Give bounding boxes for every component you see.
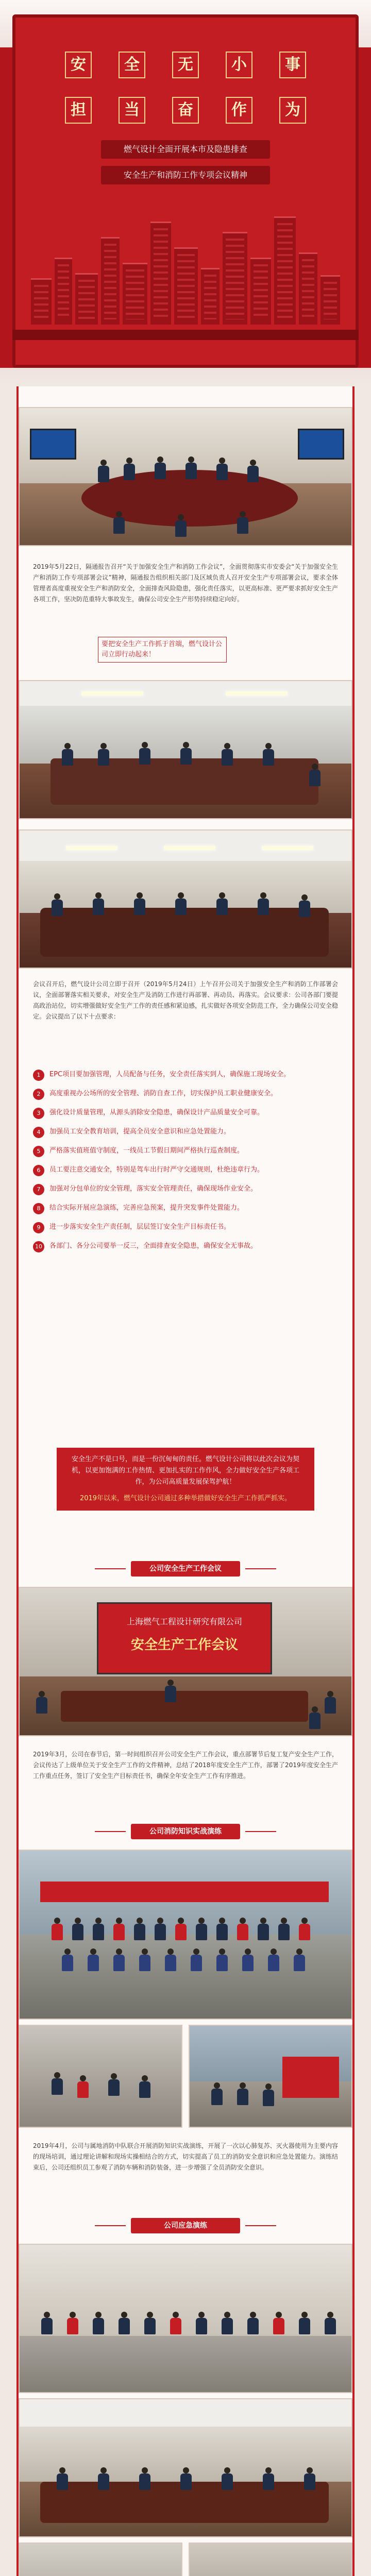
- title-char: 全: [119, 52, 145, 78]
- screen-title: 上海燃气工程设计研究有限公司: [126, 1617, 242, 1626]
- list-item: 9 进一步落实安全生产责任制，层层签订安全生产目标责任书。: [33, 1222, 338, 1233]
- number-badge: 7: [33, 1184, 44, 1195]
- meeting-photo-1: [19, 407, 352, 546]
- section-2-photo-group: [19, 1850, 352, 2020]
- header-banner: [0, 0, 371, 386]
- callout-text: 安全生产不是口号，而是一份沉甸甸的责任。燃气设计公司将以此次会议为契机，以更加饱满的工作热情、更加扎实的工作作风，全力做好安全生产各项工作，为公司高质量发展保驾护航！: [71, 1455, 299, 1486]
- title-char: 奋: [172, 97, 199, 124]
- list-item: 8 结合实际开展应急演练，完善应急预案，提升突发事件处置能力。: [33, 1202, 338, 1214]
- callout-highlight: 2019年以来，燃气设计公司通过多种举措做好安全生产工作抓严抓实。: [79, 1495, 292, 1502]
- title-line-1: [0, 52, 371, 78]
- title-char: 当: [119, 97, 145, 124]
- title-char: 安: [65, 52, 92, 78]
- section-3-photo-1: [19, 2244, 352, 2393]
- number-badge: 5: [33, 1146, 44, 1157]
- subtitle-1: 燃气设计全面开展本市及隐患排查: [101, 140, 270, 159]
- number-badge: 8: [33, 1203, 44, 1214]
- section-2-photo-b: [189, 2025, 352, 2128]
- intro-paragraph-2: 会议召开后，燃气设计公司立即于召开（2019年5月24日）上午召开公司关于加强安全生产和消防工作部署会议，全面部署落实相关要求，对安全生产及消防工作进行再部署、再动员、再落实。会议要求：公司各部门要提高政治站位，切实增强做好安全生产工作的责任感和紧迫感，扎实做好各项安全防范工作，全力确保公司安全稳定。会议提出了以下十点要求：: [33, 980, 338, 1020]
- section-3-photo-3: [19, 2543, 182, 2576]
- section-1-paragraph: 2019年3月，公司在春节后，第一时间组织召开公司安全生产工作会议，重点部署节后复工复产安全生产工作，会议传达了上级单位关于安全生产工作的文件精神，总结了2018年度安全生产工作，部署了2019年度安全生产工作重点任务，签订了安全生产目标责任书，确保全年安全生产工作有序推进。: [33, 1751, 338, 1780]
- skyline-ground: [12, 330, 359, 340]
- list-item: 3 强化设计质量管理，从源头消除安全隐患，确保设计产品质量安全可靠。: [33, 1107, 338, 1119]
- title-char: 担: [65, 97, 92, 124]
- screen-subtitle: 安全生产工作会议: [130, 1637, 238, 1653]
- section-tag-1: 公司安全生产工作会议: [131, 1561, 240, 1577]
- title-char: 事: [279, 52, 306, 78]
- requirements-list: [33, 1069, 338, 1260]
- intro-quote: 要把安全生产工作抓于首端，燃气设计公司立即行动起来！: [98, 637, 227, 663]
- section-tag-3: 公司应急演练: [131, 2218, 240, 2233]
- title-line-2: [0, 97, 371, 124]
- list-item: 6 员工要注意交通安全，特别是驾车出行时严守交通规则，杜绝违章行为。: [33, 1164, 338, 1176]
- meeting-photo-2: [19, 680, 352, 819]
- list-item: 4 加强员工安全教育培训，提高全员安全意识和应急处置能力。: [33, 1126, 338, 1138]
- number-badge: 3: [33, 1108, 44, 1119]
- title-char: 为: [279, 97, 306, 124]
- title-char: 无: [172, 52, 199, 78]
- section-1-photo: [19, 1587, 352, 1736]
- list-item: 2 高度重视办公场所的安全管理、消防自查工作，切实保护员工职业健康安全。: [33, 1088, 338, 1100]
- number-badge: 2: [33, 1089, 44, 1100]
- number-badge: 10: [33, 1241, 44, 1252]
- section-3-photo-2: [19, 2398, 352, 2537]
- subtitle-2: 安全生产和消防工作专项会议精神: [101, 166, 270, 184]
- list-item: 7 加强对分包单位的安全管理，落实安全管理责任，确保现场作业安全。: [33, 1183, 338, 1195]
- section-2-paragraph: 2019年4月，公司与属地消防中队联合开展消防知识实战演练，开展了一次以心肺复苏、灭火器使用为主要内容的现场培训，通过理论讲解和现场实操相结合的方式，切实提高了员工的消防安全意识和应急处置能力。演练结束后，公司还组织员工参观了消防车辆和消防装备，进一步增强了全员消防安全意识。: [33, 2142, 338, 2171]
- list-item: 5 严格落实值班值守制度，一线员工节假日期间严格执行巡查制度。: [33, 1145, 338, 1157]
- title-char: 作: [226, 97, 252, 124]
- skyline-illustration: [31, 211, 340, 325]
- meeting-photo-3: [19, 829, 352, 969]
- number-badge: 1: [33, 1070, 44, 1081]
- list-item: 10 各部门、各分公司要举一反三，全面排查安全隐患，确保安全无事故。: [33, 1241, 338, 1252]
- section-3-photo-4: [189, 2543, 352, 2576]
- number-badge: 6: [33, 1165, 44, 1176]
- title-char: 小: [226, 52, 252, 78]
- section-tag-2: 公司消防知识实战演练: [131, 1824, 240, 1839]
- callout-box: [57, 1448, 314, 1511]
- number-badge: 4: [33, 1127, 44, 1138]
- number-badge: 9: [33, 1222, 44, 1233]
- list-item: 1 EPC项目要加强管理，人员配备与任务，安全责任落实到人，确保施工现场安全。: [33, 1069, 338, 1081]
- banner-bottom-strip: [0, 368, 371, 386]
- intro-paragraph-1: 2019年5月22日，隔通报告召开“关于加强安全生产和消防工作会议”，全面贯彻落实市安委会“关于加强安全生产和消防工作专项部署会议”精神，隔通报告组织相关部门及区域负责人召开安全生产专项部署会议，要求全体管理者高度重视安全生产和消防安全，全面排查风险隐患，强化责任落实，以更高标准、更严要求抓好安全生产各项工作，坚决防范重特大事故发生，确保公司安全生产形势持续稳定向好。: [33, 563, 338, 603]
- section-2-photo-a: [19, 2025, 182, 2128]
